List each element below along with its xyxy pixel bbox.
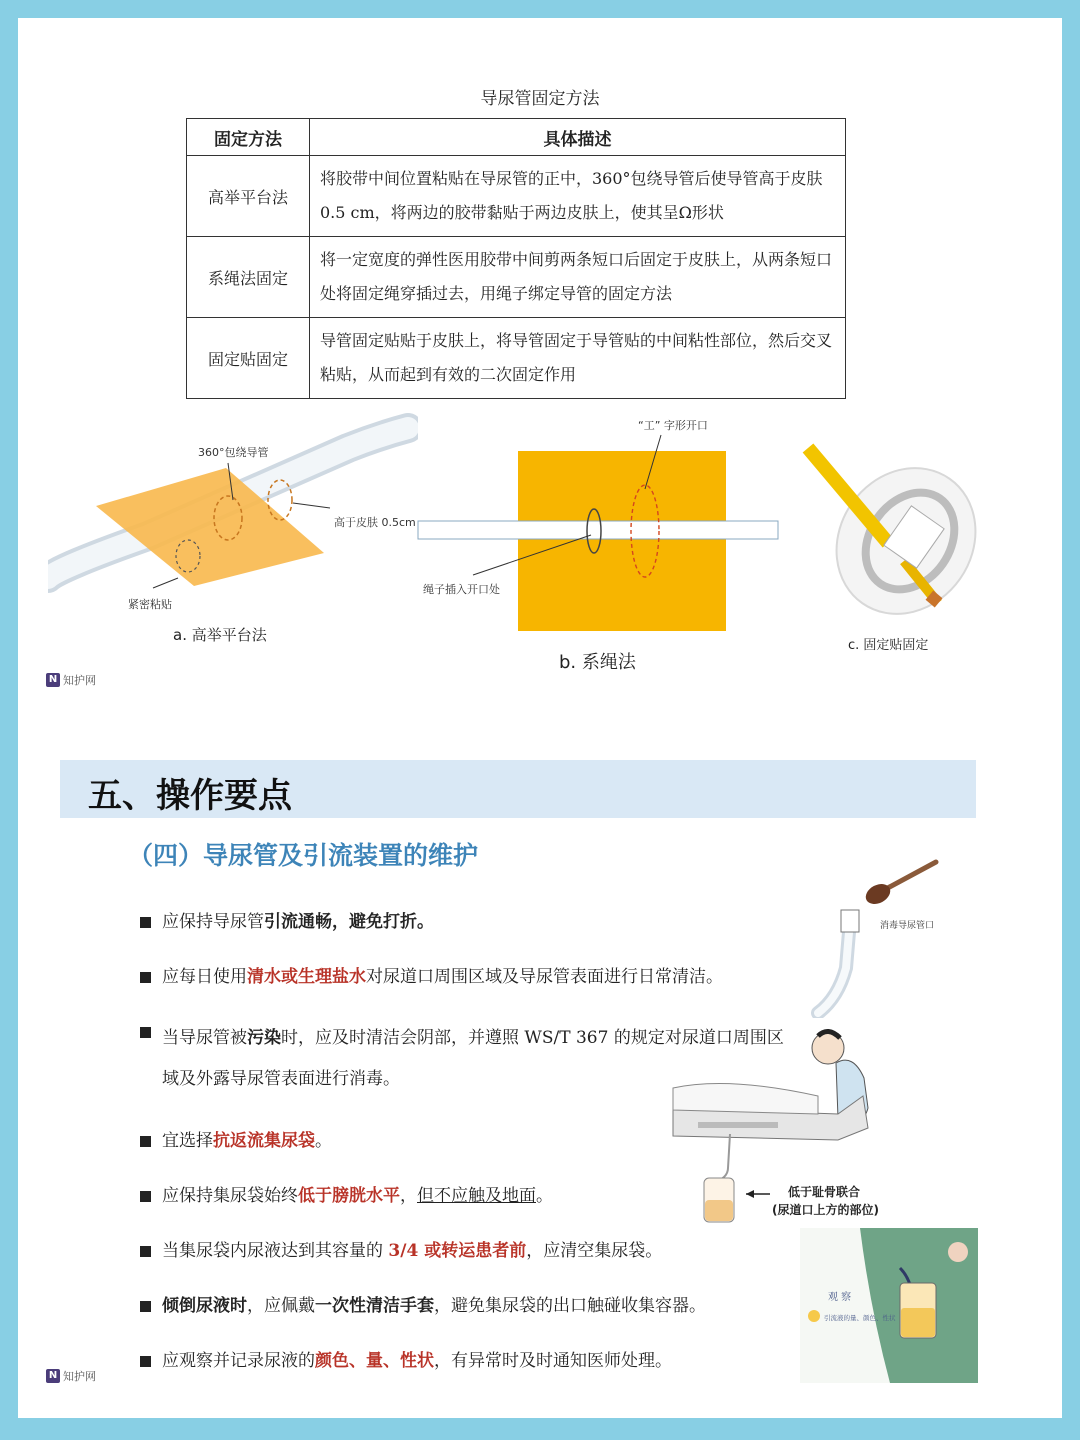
table-header-method: 固定方法 bbox=[187, 119, 310, 156]
catheter-port bbox=[841, 910, 859, 932]
text: 应每日使用 bbox=[162, 967, 247, 987]
text: ，有异常时及时通知医师处理。 bbox=[434, 1351, 672, 1371]
site-logo bbox=[46, 672, 96, 688]
caption-figure-b: b. 系绳法 bbox=[559, 652, 636, 673]
illustration-disinfect-swab bbox=[808, 848, 988, 1018]
text: 应观察并记录尿液的 bbox=[162, 1351, 315, 1371]
text: 时，应及时清洁会阴部，并遵照 WS/T 367 的规定对尿道口周围区域及外露导尿管表面进行消毒。 bbox=[162, 1028, 784, 1089]
list-item bbox=[138, 1292, 798, 1320]
table-row bbox=[187, 156, 846, 237]
text-highlight: 颜色、量、性状 bbox=[315, 1351, 434, 1371]
logo-text: 知护网 bbox=[63, 674, 96, 687]
text: 对尿道口周围区域及导尿管表面进行日常清洁。 bbox=[366, 967, 723, 987]
list-item bbox=[138, 1347, 798, 1375]
table-row bbox=[187, 318, 846, 399]
figure-tie-method bbox=[413, 403, 813, 643]
caption-figure-c: c. 固定贴固定 bbox=[848, 638, 929, 653]
figure-fixation-patch bbox=[798, 443, 998, 633]
table-cell-method: 高举平台法 bbox=[187, 156, 310, 237]
text-highlight: 抗返流集尿袋 bbox=[213, 1131, 315, 1151]
figure-high-platform-method bbox=[48, 408, 418, 648]
text-highlight: 低于膀胱水平 bbox=[298, 1186, 400, 1206]
table-row bbox=[187, 237, 846, 318]
text-emphasis: 一次性清洁手套 bbox=[315, 1296, 434, 1316]
pointer-height bbox=[293, 503, 330, 508]
label-slit: “工” 字形开口 bbox=[638, 419, 708, 432]
illustration-observe-bag bbox=[800, 1228, 978, 1383]
text: 。 bbox=[536, 1186, 553, 1206]
illustration-patient-bed bbox=[668, 1018, 908, 1228]
section-title: 五、操作要点 bbox=[88, 776, 292, 816]
table-header-description: 具体描述 bbox=[310, 119, 846, 156]
swab-tip bbox=[862, 880, 893, 908]
text-emphasis: 污染 bbox=[247, 1028, 281, 1048]
label-height: 高于皮肤 0.5cm bbox=[334, 516, 416, 529]
arrow-head-icon bbox=[746, 1190, 754, 1198]
text: ，应清空集尿袋。 bbox=[526, 1241, 663, 1261]
text-underlined: 但不应触及地面 bbox=[417, 1186, 536, 1206]
logo-mark: N bbox=[46, 1369, 60, 1383]
text: 当集尿袋内尿液达到其容量的 bbox=[162, 1241, 389, 1261]
text-highlight: 清水或生理盐水 bbox=[247, 967, 366, 987]
bed-rail bbox=[698, 1122, 778, 1128]
table-cell-method: 系绳法固定 bbox=[187, 237, 310, 318]
table-cell-description: 导管固定贴贴于皮肤上，将导管固定于导管贴的中间粘性部位，然后交叉粘贴，从而起到有效的二次固定作用 bbox=[310, 318, 846, 399]
text-emphasis: 引流通畅，避免打折。 bbox=[264, 912, 434, 932]
list-item bbox=[138, 908, 798, 936]
text: ， bbox=[400, 1186, 417, 1206]
table-header-row bbox=[187, 119, 846, 156]
logo-mark: N bbox=[46, 673, 60, 687]
observe-text: 引流液的量、颜色、性状 bbox=[824, 1314, 896, 1322]
text-highlight: 3/4 或转运患者前 bbox=[388, 1241, 527, 1261]
caption-figure-a: a. 高举平台法 bbox=[173, 626, 267, 644]
sun-icon bbox=[808, 1310, 820, 1322]
list-item bbox=[138, 1237, 798, 1265]
list-item bbox=[138, 963, 798, 991]
table-cell-description: 将一定宽度的弹性医用胶带中间剪两条短口后固定于皮肤上，从两条短口处将固定绳穿插过去，用绳子绑定导管的固定方法 bbox=[310, 237, 846, 318]
hand bbox=[948, 1242, 968, 1262]
table-cell-method: 固定贴固定 bbox=[187, 318, 310, 399]
text: 当导尿管被 bbox=[162, 1028, 247, 1048]
fixation-methods-table bbox=[186, 118, 846, 399]
swab-stick bbox=[884, 862, 936, 890]
pointer-seal bbox=[153, 578, 178, 588]
catheter-tube bbox=[418, 521, 778, 539]
label-insert: 绳子插入开口处 bbox=[423, 583, 500, 596]
label-urethra-position: (尿道口上方的部位) bbox=[772, 1203, 879, 1217]
urine-fill bbox=[705, 1200, 733, 1221]
drain-tube bbox=[713, 1134, 730, 1183]
urine-level bbox=[901, 1308, 935, 1337]
text: 宜选择 bbox=[162, 1131, 213, 1151]
label-wrap: 360°包绕导管 bbox=[198, 446, 269, 459]
logo-text: 知护网 bbox=[63, 1370, 96, 1383]
text: ，应佩戴 bbox=[247, 1296, 315, 1316]
blanket bbox=[673, 1084, 818, 1115]
page-sheet bbox=[18, 18, 1062, 1418]
text: 应保持集尿袋始终 bbox=[162, 1186, 298, 1206]
label-seal: 紧密粘贴 bbox=[128, 598, 172, 611]
text: 应保持导尿管 bbox=[162, 912, 264, 932]
tape-square bbox=[518, 451, 726, 631]
table-title: 导尿管固定方法 bbox=[480, 89, 600, 109]
label-disinfect: 消毒导尿管口 bbox=[880, 921, 935, 931]
text: 。 bbox=[315, 1131, 332, 1151]
subsection-title: （四）导尿管及引流装置的维护 bbox=[128, 841, 479, 870]
text-emphasis: 倾倒尿液时 bbox=[162, 1296, 247, 1316]
table-cell-description: 将胶带中间位置粘贴在导尿管的正中，360°包绕导管后使导管高于皮肤0.5 cm，将两边的胶带黏贴于两边皮肤上，使其呈Ω形状 bbox=[310, 156, 846, 237]
site-logo bbox=[46, 1368, 96, 1384]
observe-title: 观 察 bbox=[828, 1292, 852, 1303]
label-below-pubis: 低于耻骨联合 bbox=[788, 1185, 861, 1199]
text: ，避免集尿袋的出口触碰收集容器。 bbox=[434, 1296, 706, 1316]
